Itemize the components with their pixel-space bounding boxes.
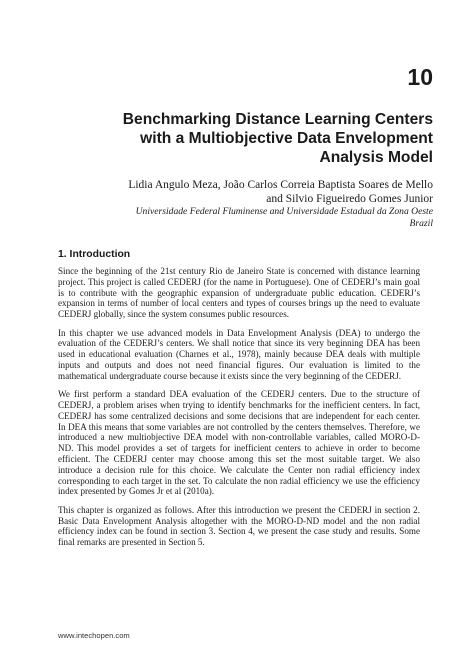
title-line: Benchmarking Distance Learning Centers [122,111,433,128]
title-line: with a Multiobjective Data Envelopment [140,130,433,147]
paragraph: Since the beginning of the 21st century Rio de Janeiro State is concerned with distance learning project. This project is called CEDERJ (for the name in Portuguese). One of CEDERJ’s main goal is to contribute with the geographic expansion of undergraduate public education. CEDERJ’s expansion in terms of number of local centers and types of courses brings up the need to evaluate CEDERJ globally, since the system consumes public resources. [58,266,420,320]
section-heading: 1. Introduction [58,249,131,260]
chapter-title [53,110,433,167]
footer-url[interactable]: www.intechopen.com [58,631,130,640]
paragraph: In this chapter we use advanced models in Data Envelopment Analysis (DEA) to undergo the evaluation of the CEDERJ’s centers. We shall notice that since its very beginning DEA has been used in educational evaluation (Charnes et al., 1978), mainly because DEA deals with multiple inputs and outputs and does not need financial figures. Our evaluation is limited to the mathematical undergraduate course because it exists since the very beginning of the CEDERJ. [58,327,420,381]
affiliation-line: Brazil [409,218,433,229]
author-list [53,178,433,206]
paragraph: We first perform a standard DEA evaluation of the CEDERJ centers. Due to the structure of CEDERJ, a problem arises when trying to identify benchmarks for the inefficient centers. In fact, CEDERJ has some centralized decisions and some decisions that are independent for each center. In DEA this means that some variables are not controlled by the centers themselves. Therefore, we introduced a new multiobjective DEA model with non-controllable variables, called MORO-D-ND. This model provides a set of targets for inefficient centers to achieve in order to become efficient. The CEDERJ center may choose among this set the most suitable target. We also introduce a decision rule for this choice. We calculate the Center non radial efficiency index corresponding to each target in the set. To calculate the non radial efficiency we use the efficiency index presented by Gomes Jr et al (2010a). [58,389,420,497]
chapter-number: 10 [407,64,433,90]
affiliation-line: Universidade Federal Fluminense and Universidade Estadual da Zona Oeste [135,206,433,217]
author-line: and Silvio Figueiredo Gomes Junior [266,193,433,205]
paragraph: This chapter is organized as follows. After this introduction we present the CEDERJ in section 2. Basic Data Envelopment Analysis altogether with the MORO-D-ND model and the non radial efficiency index can be found in section 3. Section 4, we present the case study and results. Some final remarks are presented in Section 5. [58,504,420,548]
author-line: Lidia Angulo Meza, João Carlos Correia Baptista Soares de Mello [128,179,433,191]
title-line: Analysis Model [319,149,433,166]
affiliation [53,206,433,230]
body-text [58,266,420,556]
